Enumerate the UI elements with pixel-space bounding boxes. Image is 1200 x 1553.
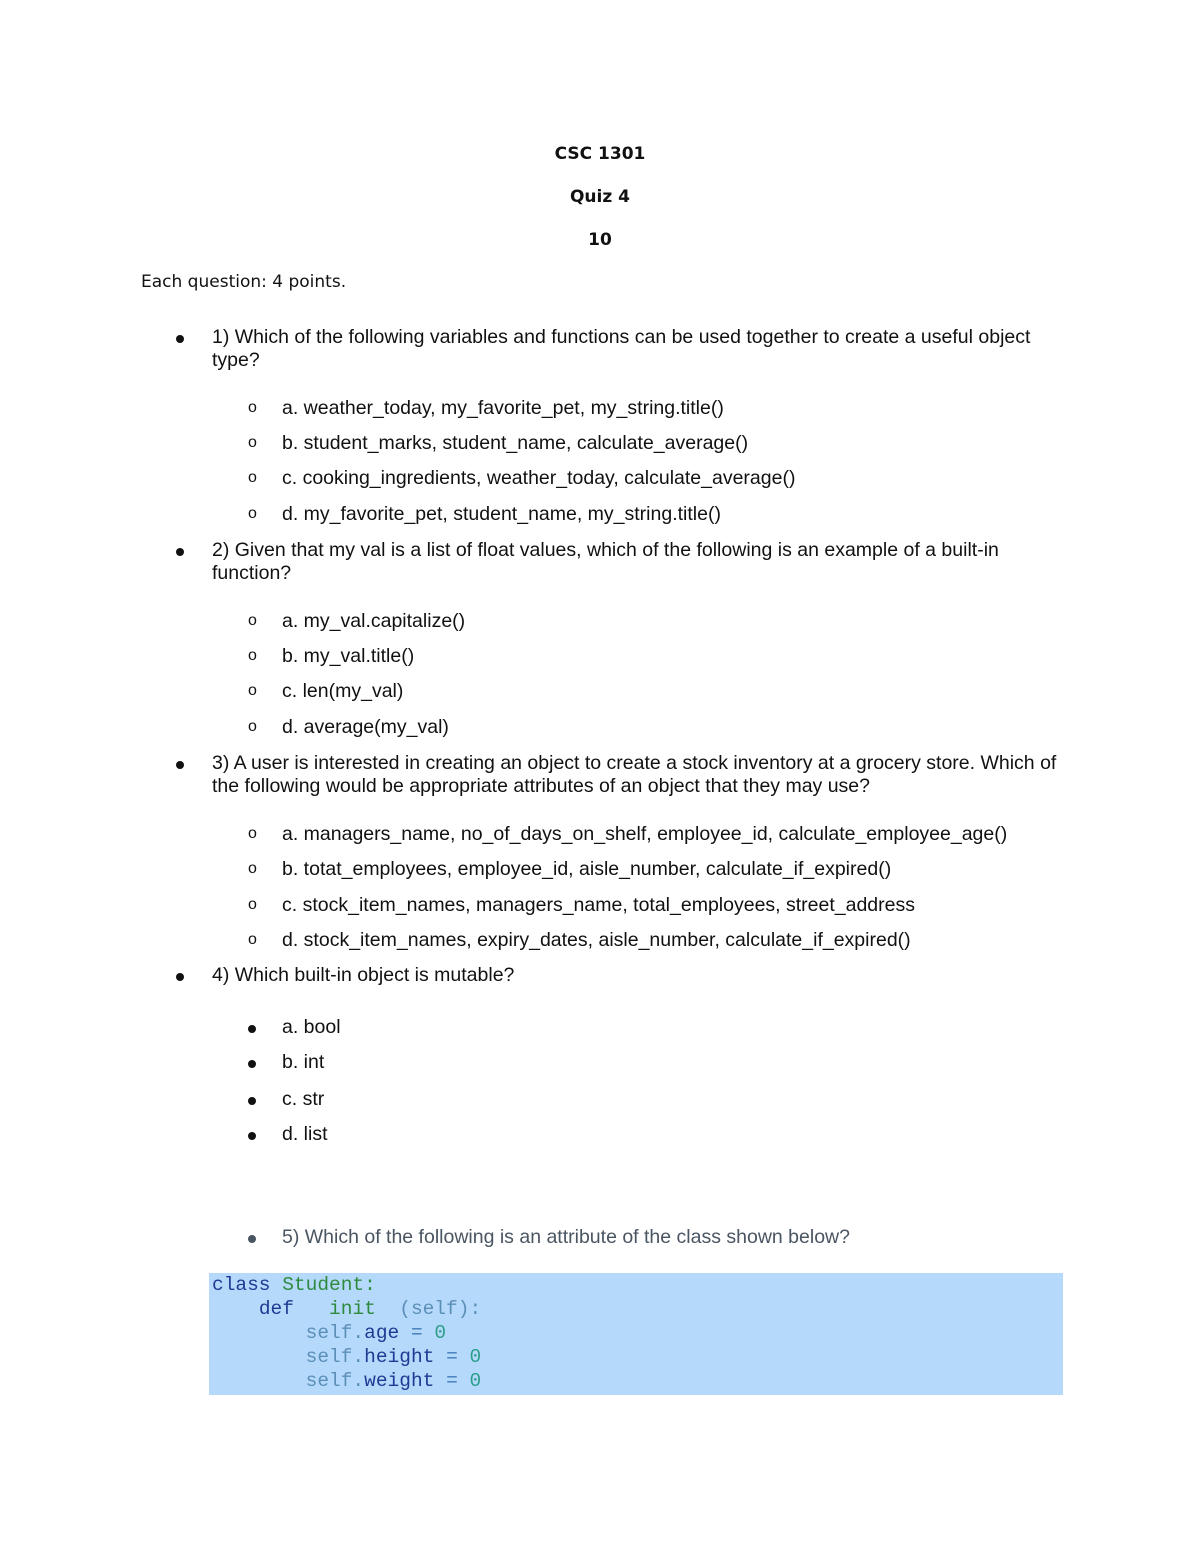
circle-bullet-icon: o (248, 896, 257, 913)
question-2-text: 2) Given that my val is a list of float values, which of the following is an example of a built-in function? (212, 539, 999, 584)
code-keyword: class (212, 1274, 271, 1296)
code-line-5 (212, 1369, 481, 1393)
q4-option-d: d. list (282, 1123, 328, 1145)
bullet-icon (176, 973, 184, 981)
points-note: Each question: 4 points. (141, 272, 347, 292)
bullet-icon (248, 1025, 256, 1033)
code-keyword: def (258, 1298, 294, 1320)
bullet-icon (248, 1097, 256, 1105)
code-args: (self): (399, 1298, 482, 1320)
code-attr-age: age (364, 1322, 400, 1344)
circle-bullet-icon: o (248, 434, 257, 451)
bullet-icon (248, 1132, 256, 1140)
q3-option-a: a. managers_name, no_of_days_on_shelf, employee_id, calculate_employee_age() (282, 823, 1008, 845)
q1-option-b: b. student_marks, student_name, calculate_average() (282, 432, 749, 454)
question-3-text: 3) A user is interested in creating an object to create a stock inventory at a grocery store. Which of the following would be appropriate attributes of an object that they may use? (212, 752, 1057, 797)
q3-option-b: b. totat_employees, employee_id, aisle_number, calculate_if_expired() (282, 858, 892, 880)
code-self: self. (305, 1370, 365, 1392)
q2-option-b: b. my_val.title() (282, 645, 415, 667)
code-number: 0 (434, 1322, 447, 1344)
circle-bullet-icon: o (248, 931, 257, 948)
q2-option-c: c. len(my_val) (282, 680, 404, 702)
code-line-3 (212, 1321, 446, 1345)
circle-bullet-icon: o (248, 647, 257, 664)
code-number: 0 (469, 1346, 482, 1368)
bullet-icon (248, 1235, 256, 1243)
q1-option-d: d. my_favorite_pet, student_name, my_string.title() (282, 503, 721, 525)
code-operator: = (410, 1322, 423, 1344)
circle-bullet-icon: o (248, 718, 257, 735)
q3-option-d: d. stock_item_names, expiry_dates, aisle_number, calculate_if_expired() (282, 929, 911, 951)
circle-bullet-icon: o (248, 825, 257, 842)
q3-option-c: c. stock_item_names, managers_name, total_employees, street_address (282, 894, 915, 916)
q1-option-c: c. cooking_ingredients, weather_today, calculate_average() (282, 467, 796, 489)
bullet-icon (176, 761, 184, 769)
code-self: self. (305, 1322, 365, 1344)
code-self: self. (305, 1346, 365, 1368)
circle-bullet-icon: o (248, 682, 257, 699)
code-number: 0 (469, 1370, 482, 1392)
q2-option-d: d. average(my_val) (282, 716, 449, 738)
q2-option-a: a. my_val.capitalize() (282, 610, 466, 632)
quiz-title: Quiz 4 (569, 187, 631, 207)
q4-option-a: a. bool (282, 1016, 341, 1038)
circle-bullet-icon: o (248, 399, 257, 416)
circle-bullet-icon: o (248, 505, 257, 522)
circle-bullet-icon: o (248, 469, 257, 486)
code-line-4 (212, 1345, 481, 1369)
bullet-icon (248, 1060, 256, 1068)
bullet-icon (176, 335, 184, 343)
q4-option-c: c. str (282, 1088, 325, 1110)
code-class-name: Student: (282, 1274, 376, 1296)
quiz-number: 10 (588, 230, 612, 250)
q4-option-b: b. int (282, 1051, 325, 1073)
code-attr-weight: weight (364, 1370, 435, 1392)
question-4-text: 4) Which built-in object is mutable? (212, 964, 515, 986)
code-operator: = (446, 1370, 458, 1392)
circle-bullet-icon: o (248, 860, 257, 877)
circle-bullet-icon: o (248, 612, 257, 629)
code-attr-height: height (364, 1346, 435, 1368)
code-operator: = (446, 1346, 458, 1368)
q1-option-a: a. weather_today, my_favorite_pet, my_string.title() (282, 397, 724, 419)
course-title: CSC 1301 (554, 144, 646, 164)
bullet-icon (176, 548, 184, 556)
question-1-text: 1) Which of the following variables and functions can be used together to create a useful object type? (212, 326, 1031, 371)
code-line-1 (212, 1273, 376, 1297)
code-method-name: init (329, 1298, 376, 1320)
code-block (209, 1273, 1063, 1395)
question-5-text: 5) Which of the following is an attribute of the class shown below? (282, 1226, 850, 1248)
code-line-2 (212, 1297, 481, 1321)
